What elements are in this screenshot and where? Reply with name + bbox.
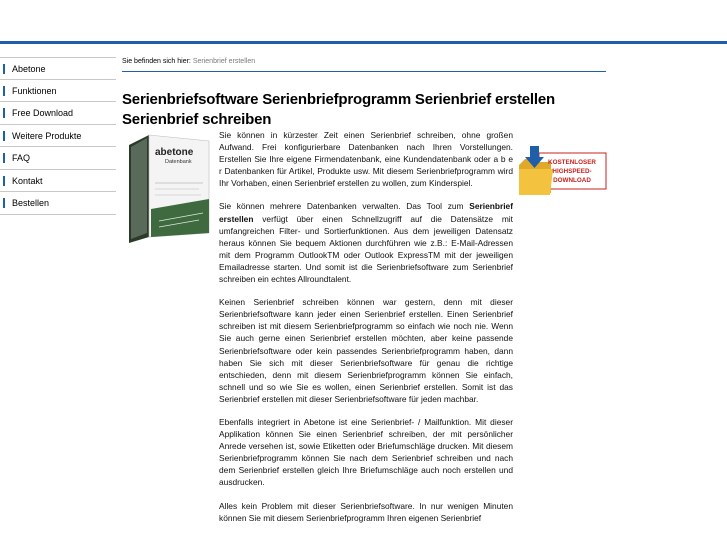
paragraph: Ebenfalls integriert in Abetone ist eine Serienbrief- / Mailfunktion. Mit dieser Applikation können Sie einen Serienbrief schreiben, der mit persönlicher Anrede versehen ist, sowie Etiketten oder Briefumschläge drucken. Mit diesem Serienbriefprogramm können Sie nach dem Serienbrief schreiben und nach dem Serienbrief erstellen gleich Ihre Briefumschläge auch noch erstellen und ausdrucken. <box>219 416 513 488</box>
badge-line-3: DOWNLOAD <box>553 177 591 184</box>
nav-item-funktionen[interactable]: Funktionen <box>0 80 116 103</box>
product-box-subtitle: Datenbank <box>165 159 192 165</box>
paragraph: Sie können in kürzester Zeit einen Serienbrief schreiben, ohne großen Aufwand. Frei konfigurierbare Datenbanken nach Ihren Vorstellungen. Erstellen Sie Ihre eigene Firmendatenbank, eine Kundendatenbank oder a b e r Datenbanken für Artikel, Produkte usw. Mit diesem Serienbriefprogramm wird Ihr Vorhaben, einen Serienbrief erstellen zu wollen, zum Kinderspiel. <box>219 130 513 189</box>
article-body <box>219 129 513 535</box>
keyword-bold: Serienbrief erstellen <box>219 201 513 224</box>
breadcrumb <box>122 57 606 72</box>
paragraph <box>219 200 513 285</box>
page-title: Serienbriefsoftware Serienbriefprogramm Serienbrief erstellen Serienbrief schreiben <box>122 91 555 129</box>
paragraph: Keinen Serienbrief schreiben können war gestern, denn mit dieser Serienbriefsoftware kann jeder einen Serienbrief erstellen. Einen Serienbrief schreiben ist mit diesem Serienbriefprogramm so einfach wie noch nie. Wenn Sie auch gerne einen Serienbrief erstellen möchten, aber keine passende Serienbriefsoftware oder kein passendes Serienbriefprogramm haben, dann haben Sie sich mit dieser Serienbriefsoftware für genau die richtige entschieden, denn mit diesem Serienbriefprogramm können Sie einfach, schnell und so wie Sie es wollen, einen Serienbrief erstellen. Somit ist das Serienbrief erstellen mit dieser Serienbriefsoftware für jeden machbar. <box>219 297 513 404</box>
top-banner <box>0 0 727 44</box>
free-download-button[interactable] <box>517 145 608 198</box>
nav-item-weitere-produkte[interactable]: Weitere Produkte <box>0 125 116 148</box>
nav-item-bestellen[interactable]: Bestellen <box>0 192 116 215</box>
paragraph-text: Sie können mehrere Datenbanken verwalten. Das Tool zum <box>219 201 470 212</box>
product-box-brand: abetone <box>155 147 194 158</box>
paragraph: Alles kein Problem mit dieser Serienbriefsoftware. In nur wenigen Minuten können Sie mit diesem Serienbriefprogramm Ihren eigenen Serienbrief <box>219 500 513 523</box>
paragraph-text: verfügt über einen Schnellzugriff auf die Datensätze mit umfangreichen Filter- und Sortierfunktionen. Aus dem jeweiligen Datensatz heraus können Sie bequem Aktionen durchführen wie z.B.: E-Mail-Adressen mit dem Programm OutlookTM oder Outlook ExpressTM mit der jeweiligen Emailadresse starten. Und somit ist die Serienbriefsoftware zum Serienbrief schreiben ein echtes Allroundtalent. <box>219 213 513 285</box>
nav-item-kontakt[interactable]: Kontakt <box>0 170 116 193</box>
badge-line-1: KOSTENLOSER <box>548 159 596 166</box>
sidebar-nav <box>0 57 116 215</box>
badge-line-2: HIGHSPEED- <box>552 168 592 175</box>
nav-item-faq[interactable]: FAQ <box>0 147 116 170</box>
product-box-image <box>125 133 211 243</box>
nav-item-free-download[interactable]: Free Download <box>0 102 116 125</box>
nav-item-abetone[interactable]: Abetone <box>0 57 116 80</box>
breadcrumb-current[interactable]: Serienbrief erstellen <box>192 58 256 65</box>
breadcrumb-label: Sie befinden sich hier: <box>122 58 191 65</box>
